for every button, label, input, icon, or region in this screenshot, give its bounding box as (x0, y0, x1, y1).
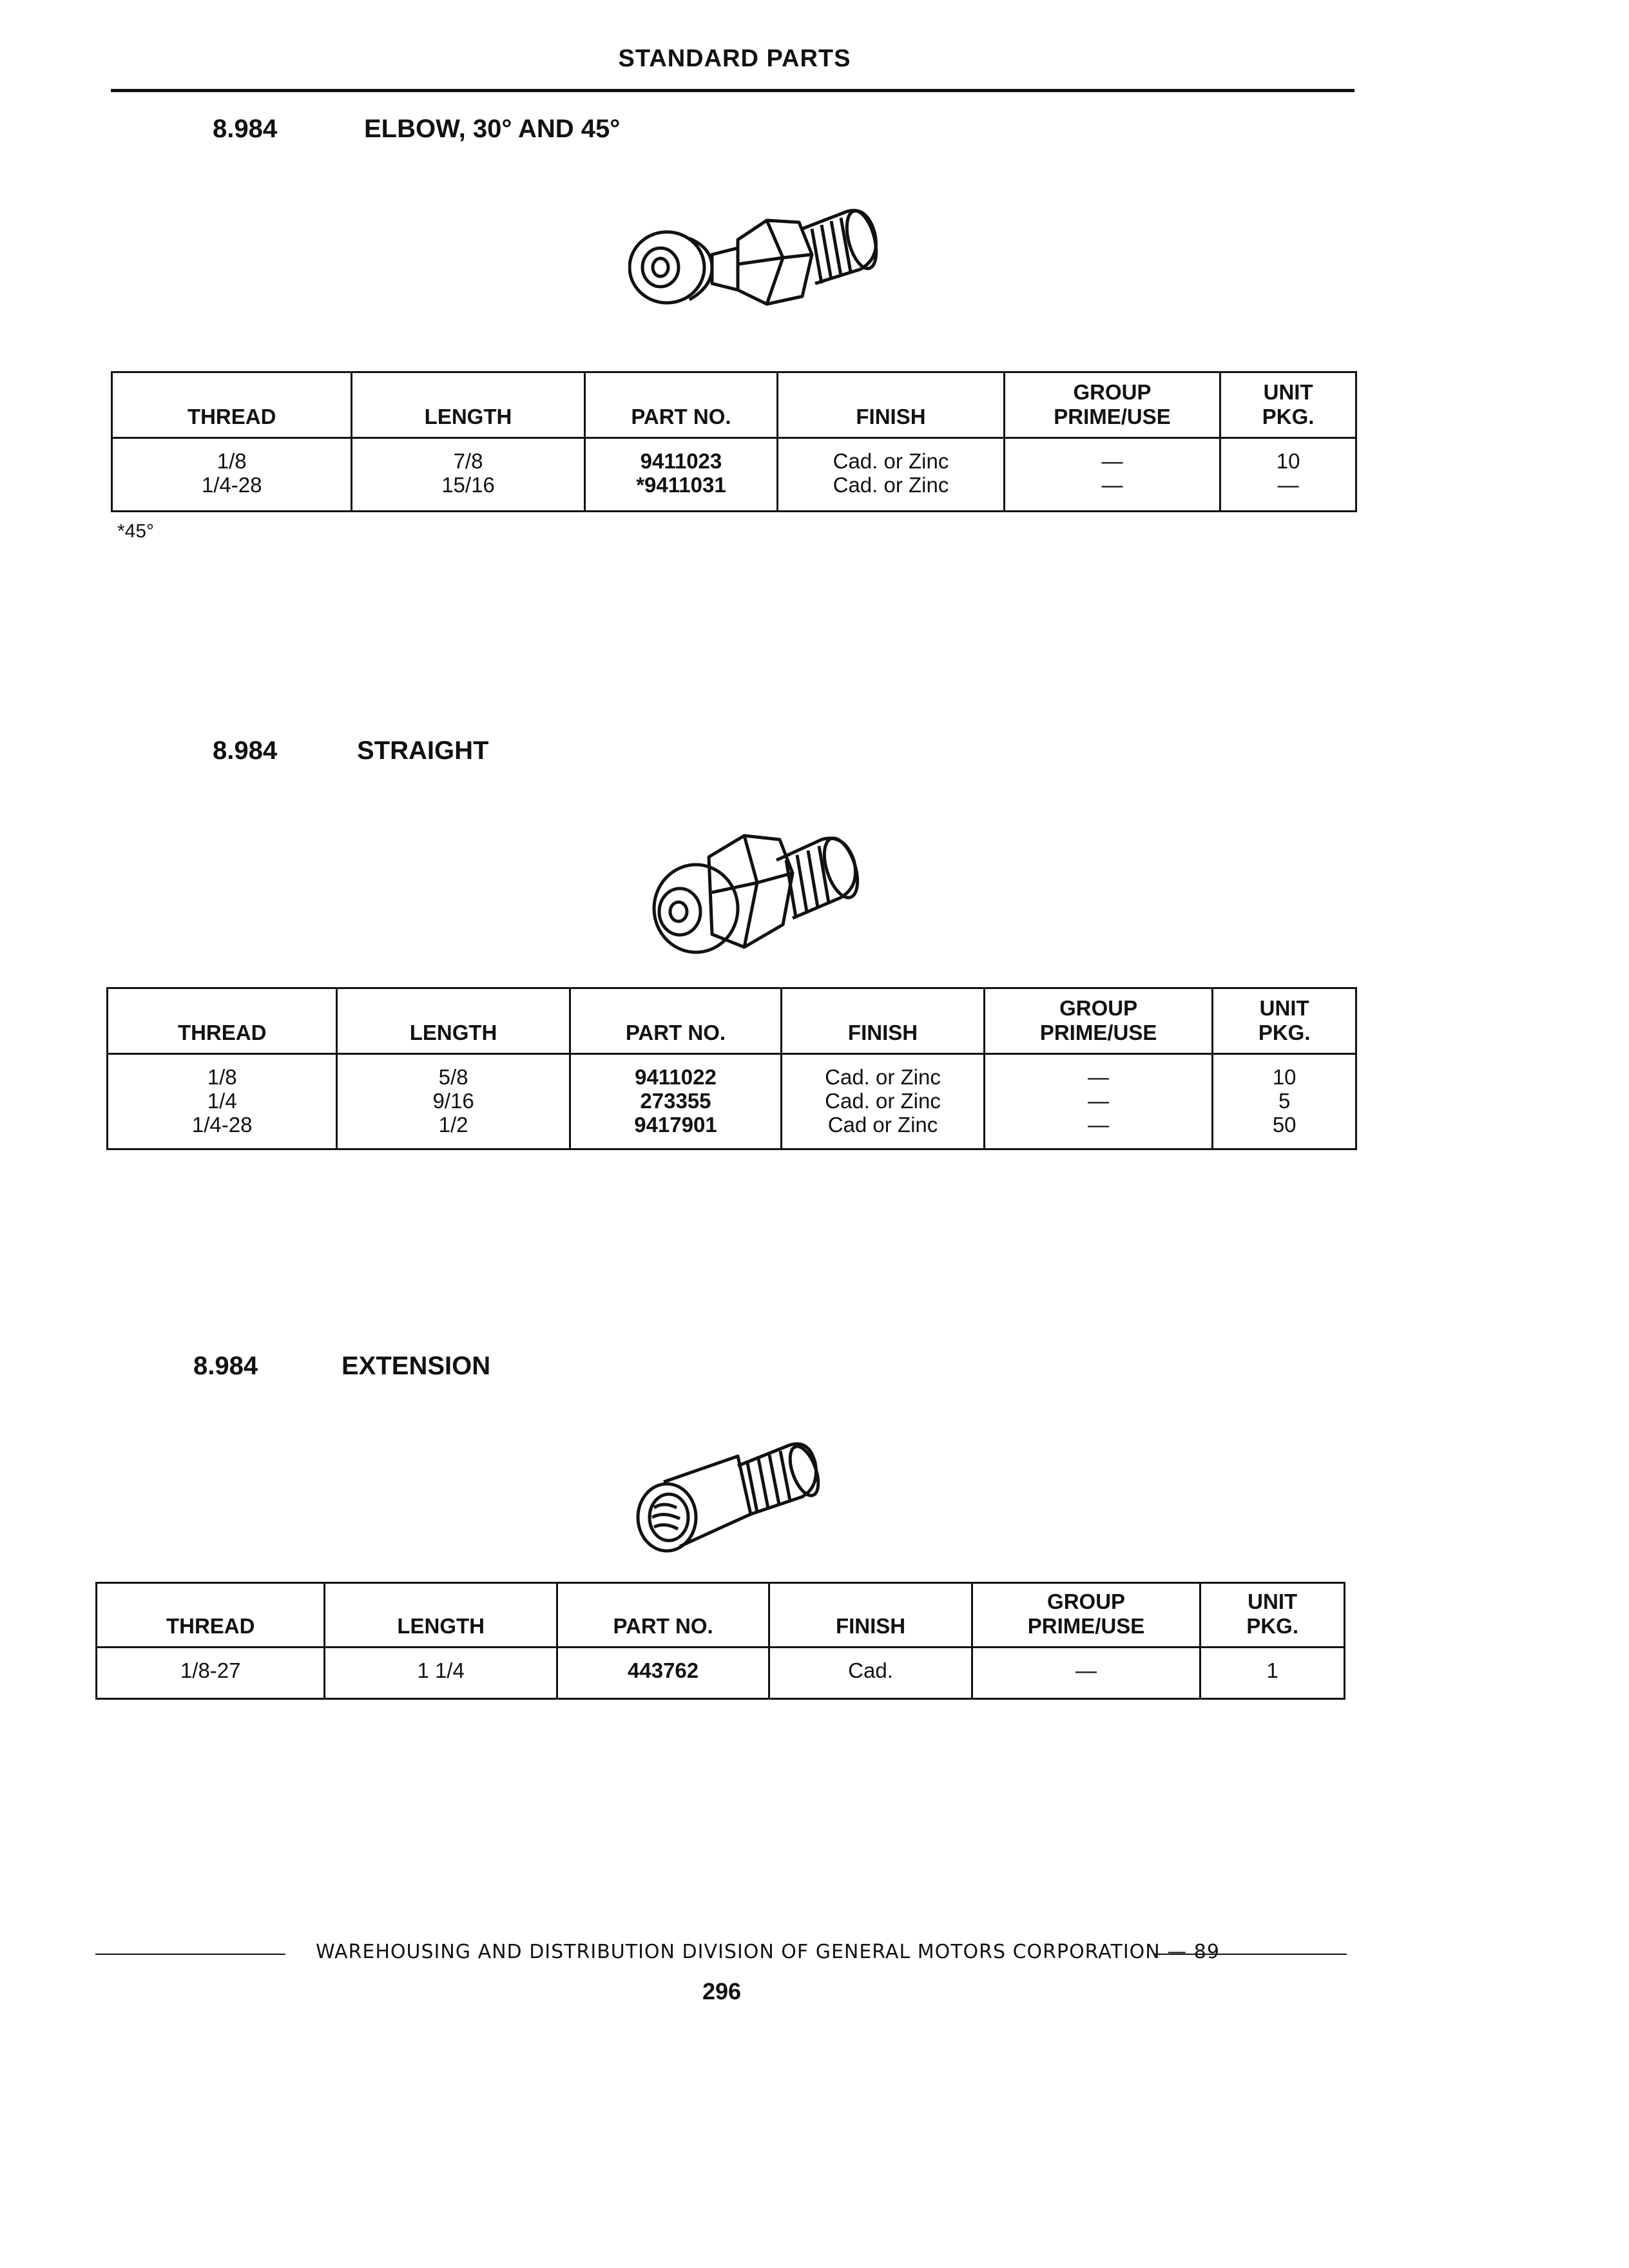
col-thread: THREAD (97, 1583, 325, 1648)
col-group-prime-use: GROUP PRIME/USE (972, 1583, 1200, 1648)
table-row: 1/8 1/4-28 7/8 15/16 9411023 *9411031 Cad. or Zinc Cad. or Zinc — — 10 — (112, 438, 1356, 512)
col-group-prime-use: GROUP PRIME/USE (1004, 372, 1220, 438)
col-thread: THREAD (108, 988, 337, 1054)
section-number: 8.984 (213, 115, 278, 143)
section-title: EXTENSION (342, 1352, 491, 1380)
elbow-fitting-icon (628, 193, 886, 329)
footer-rule-left (95, 1954, 285, 1955)
header-rule (111, 89, 1354, 92)
section-title: ELBOW, 30° AND 45° (364, 115, 621, 143)
col-length: LENGTH (325, 1583, 557, 1648)
table-row: 1/8 1/4 1/4-28 5/8 9/16 1/2 9411022 273355 9417901 Cad. or Zinc Cad. or Zinc Cad or Zinc — — — 10 5 50 (108, 1054, 1356, 1149)
parts-table (106, 987, 1357, 1150)
extension-fitting-icon (625, 1427, 825, 1556)
section-number: 8.984 (193, 1352, 258, 1380)
table-row: 1/8-27 1 1/4 443762 Cad. — 1 (97, 1648, 1345, 1699)
page-header-title: STANDARD PARTS (618, 45, 851, 72)
section-title: STRAIGHT (357, 736, 489, 765)
col-length: LENGTH (337, 988, 570, 1054)
col-part-no: PART NO. (584, 372, 778, 438)
col-finish: FINISH (769, 1583, 972, 1648)
footnote: *45° (117, 521, 155, 542)
col-group-prime-use: GROUP PRIME/USE (984, 988, 1213, 1054)
page-number: 296 (702, 1978, 742, 2004)
footer-text: WAREHOUSING AND DISTRIBUTION DIVISION OF GENERAL MOTORS CORPORATION — 89 (316, 1941, 1220, 1963)
col-finish: FINISH (782, 988, 985, 1054)
col-length: LENGTH (352, 372, 584, 438)
footer-rule-right (1153, 1954, 1347, 1955)
straight-fitting-icon (648, 822, 863, 966)
parts-table (111, 371, 1357, 512)
col-part-no: PART NO. (570, 988, 781, 1054)
col-unit-pkg: UNIT PKG. (1220, 372, 1356, 438)
col-unit-pkg: UNIT PKG. (1213, 988, 1356, 1054)
col-finish: FINISH (778, 372, 1005, 438)
col-unit-pkg: UNIT PKG. (1200, 1583, 1345, 1648)
parts-table (95, 1582, 1345, 1700)
col-thread: THREAD (112, 372, 352, 438)
col-part-no: PART NO. (557, 1583, 769, 1648)
section-number: 8.984 (213, 736, 278, 765)
